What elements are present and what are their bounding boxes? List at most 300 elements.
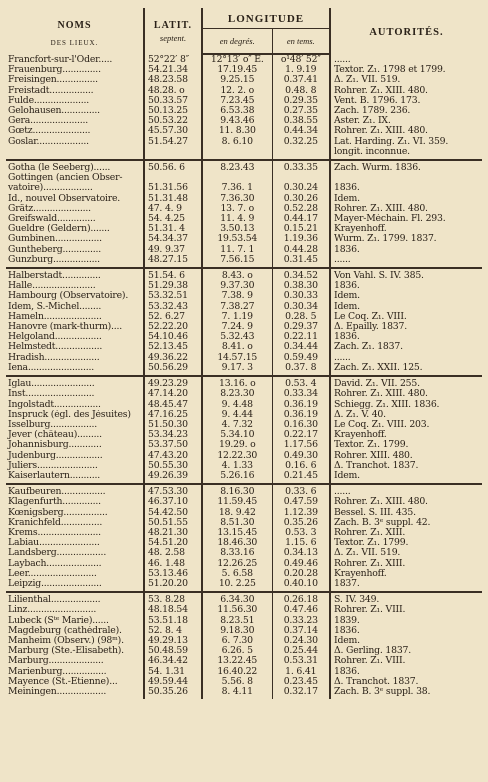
latitude: 51.54. 6	[144, 268, 202, 281]
authority: Rohrer. Z₁. XIII. 480.	[334, 389, 428, 400]
longitude-time: 0.33. 6	[272, 484, 330, 497]
table-row	[6, 106, 482, 116]
place-name: Gunzburg.................	[6, 255, 144, 268]
longitude-degrees: 8.23.51	[202, 616, 272, 626]
authority: Textor. Z₁. 1798 et 1799.	[334, 65, 446, 76]
latitude: 53.32.43	[144, 302, 202, 312]
longitude-time: 1. 9.19	[272, 65, 330, 75]
table-row	[6, 376, 482, 389]
longitude-degrees: 7.38.27	[202, 302, 272, 312]
longitude-degrees: 8.23.30	[202, 389, 272, 399]
authority: Textor. Z₁. 1799.	[334, 440, 409, 451]
longitude-time: 0.38.55	[272, 116, 330, 126]
longitude-time: 0.44.17	[272, 214, 330, 224]
authority: 1837.	[334, 578, 360, 589]
authority: Rohrer. XIII. 480.	[334, 450, 413, 461]
table-row	[6, 548, 482, 558]
table-row	[6, 322, 482, 332]
place-name: Grätz.....................	[6, 204, 144, 214]
latitude: 51.50.30	[144, 420, 202, 430]
latitude: 53.37.50	[144, 440, 202, 450]
longitude-time: 0.40.10	[272, 579, 330, 592]
longitude-time: 0.59.49	[272, 353, 330, 363]
authority: Le Coq. Z₁. VIII.	[334, 311, 407, 322]
authority: Zach. B. 3ᵉ suppl. 38.	[334, 686, 431, 697]
table-row	[6, 194, 482, 204]
latitude: 48. 2.58	[144, 548, 202, 558]
authority: Idem.	[334, 291, 360, 302]
place-name: Freisingen...............	[6, 75, 144, 85]
longitude-degrees: 12.22.30	[202, 451, 272, 461]
place-name	[6, 147, 144, 160]
longitude-degrees: 13.15.45	[202, 528, 272, 538]
latitude: 53.34.23	[144, 430, 202, 440]
longitude-degrees: 12.26.25	[202, 559, 272, 569]
longitude-degrees: 4. 7.32	[202, 420, 272, 430]
longitude-time: 0.34.13	[272, 548, 330, 558]
place-name: Hradish....................	[6, 353, 144, 363]
header-noms	[6, 8, 144, 54]
table-row	[6, 451, 482, 461]
place-name: Landsberg..................	[6, 548, 144, 558]
latitude: 48.18.54	[144, 605, 202, 615]
latitude: 50.51.55	[144, 518, 202, 528]
table-row	[6, 268, 482, 281]
longitude-time: 0.47.59	[272, 497, 330, 507]
latitude: 47.43.20	[144, 451, 202, 461]
longitude-time: 0.34.52	[272, 268, 330, 281]
longitude-degrees: 8.16.30	[202, 484, 272, 497]
longitude-degrees: 11. 8.30	[202, 126, 272, 136]
authority: ......	[334, 54, 351, 65]
header-des-lieux: DES LIEUX.	[50, 38, 99, 47]
longitude-degrees: 16.40.22	[202, 667, 272, 677]
authority: 1839.	[334, 615, 360, 626]
longitude-time: o¹48′ 52″	[272, 54, 330, 65]
authority: Rohrer. Z₁. XIII. 480.	[334, 497, 428, 508]
longitude-degrees: 9.17. 3	[202, 363, 272, 376]
table-row	[6, 342, 482, 352]
latitude: 53.51.18	[144, 616, 202, 626]
longitude-time: 0.33.23	[272, 616, 330, 626]
authority: Zach. Z₁. 1837.	[334, 342, 403, 353]
longitude-degrees: 6. 7.30	[202, 636, 272, 646]
authority: Zach. 1789. 236.	[334, 106, 411, 117]
longitude-degrees: 7.36.30	[202, 194, 272, 204]
table-row	[6, 508, 482, 518]
longitude-time: 0.31.45	[272, 255, 330, 268]
latitude: 54.42.50	[144, 508, 202, 518]
longitude-time: 0.29.37	[272, 322, 330, 332]
table-row	[6, 687, 482, 699]
longitude-degrees: 9.25.15	[202, 75, 272, 85]
table-row	[6, 234, 482, 244]
table-row	[6, 430, 482, 440]
place-name: Magdeburg (cathédrale).	[6, 626, 144, 636]
table-row	[6, 667, 482, 677]
latitude: 50.35.26	[144, 687, 202, 699]
longitude-time: 0.37.41	[272, 75, 330, 85]
latitude: 50.56.29	[144, 363, 202, 376]
table-row	[6, 245, 482, 255]
longitude-degrees: 9. 4.48	[202, 400, 272, 410]
place-name: Francfort-sur-l'Oder.....	[6, 54, 144, 65]
table-row	[6, 281, 482, 291]
place-name: Idem, S.-Michel........	[6, 302, 144, 312]
longitude-time: 0.36.19	[272, 400, 330, 410]
place-name: vatoire)..................	[6, 183, 144, 193]
latitude: 53.13.46	[144, 569, 202, 579]
header-en-tems: en tems.	[272, 29, 330, 55]
longitude-time: 0.30.26	[272, 194, 330, 204]
longitude-time: 0.53.31	[272, 656, 330, 666]
longitude-time: 0.37. 8	[272, 363, 330, 376]
longitude-time: 0.23.45	[272, 677, 330, 687]
longitude-degrees	[202, 147, 272, 160]
latitude: 52.22.20	[144, 322, 202, 332]
latitude: 48.27.15	[144, 255, 202, 268]
longitude-time: 0.44.34	[272, 126, 330, 136]
longitude-degrees: 7.38. 9	[202, 291, 272, 301]
place-name: Guntheberg..............	[6, 245, 144, 255]
authority: Lat. Harding. Z₁. VI. 359.	[334, 136, 449, 147]
table-row	[6, 518, 482, 528]
longitude-time: 0.34.44	[272, 342, 330, 352]
authority: Idem.	[334, 470, 360, 481]
table-row	[6, 126, 482, 136]
table-row	[6, 410, 482, 420]
longitude-degrees: 11. 7. 1	[202, 245, 272, 255]
authority: Zach. Wurm. 1836.	[330, 160, 482, 173]
latitude: 49.23.29	[144, 376, 202, 389]
longitude-time: 0.47.46	[272, 605, 330, 615]
authority: Rohrer. Z₁. XIII.	[334, 558, 406, 569]
table-row	[6, 389, 482, 399]
header-longitude	[202, 8, 330, 29]
header-septent: septent.	[159, 32, 187, 43]
authority: ......	[330, 484, 482, 497]
longitude-degrees: 5.26.16	[202, 471, 272, 484]
table-row	[6, 96, 482, 106]
table-row	[6, 255, 482, 268]
authority: Aster. Z₁. IX.	[334, 116, 391, 127]
table-row	[6, 677, 482, 687]
header-longitude-title: LONGITUDE	[227, 13, 305, 25]
longitude-time: 0.35.26	[272, 518, 330, 528]
header-noms-title: NOMS	[57, 19, 92, 31]
table-row	[6, 400, 482, 410]
place-name: Helgoland.................	[6, 332, 144, 342]
authority: Idem.	[334, 635, 360, 646]
place-name: Gumbinen.................	[6, 234, 144, 244]
authority: Bessel. S. III. 435.	[334, 507, 416, 518]
longitude-time: 0.30.24	[272, 183, 330, 193]
table-row	[6, 363, 482, 376]
header-en-degres: en degrés.	[202, 29, 272, 55]
authority: Idem.	[334, 193, 360, 204]
authority: 1836.	[334, 332, 360, 343]
longitude-degrees: 9.43.46	[202, 116, 272, 126]
place-name: Gotha (le Seeberg)......	[6, 160, 144, 173]
longitude-degrees: 10. 2.25	[202, 579, 272, 592]
place-name: Goslar...................	[6, 137, 144, 147]
longitude-time: 0.22.17	[272, 430, 330, 440]
table-row	[6, 312, 482, 322]
place-name: Juliers......................	[6, 461, 144, 471]
longitude-time: 0.21.45	[272, 471, 330, 484]
longitude-degrees: 4. 1.33	[202, 461, 272, 471]
latitude: 54. 4.25	[144, 214, 202, 224]
longitude-degrees: 7.24. 9	[202, 322, 272, 332]
latitude: 46.37.10	[144, 497, 202, 507]
longitude-time: 0.32.17	[272, 687, 330, 699]
place-name: Klagenfurth..............	[6, 497, 144, 507]
place-name: Kaiserlautern...........	[6, 471, 144, 484]
table-row	[6, 75, 482, 85]
longitude-time: 0.32.25	[272, 137, 330, 147]
longitude-time	[272, 147, 330, 160]
longitude-time: 0.48. 8	[272, 86, 330, 96]
longitude-degrees: 8.41. o	[202, 342, 272, 352]
latitude: 54.21.34	[144, 65, 202, 75]
table-header	[6, 8, 482, 54]
table-row	[6, 65, 482, 75]
table-row	[6, 656, 482, 666]
latitude: 50.48.59	[144, 646, 202, 656]
authority: Δ. Tranchot. 1837.	[334, 676, 419, 687]
latitude: 48.21.30	[144, 528, 202, 538]
authority: 1836.	[334, 244, 360, 255]
place-name: Frauenburg..............	[6, 65, 144, 75]
longitude-degrees: 5.56. 8	[202, 677, 272, 687]
authority: Von Vahl. S. IV. 385.	[330, 268, 482, 281]
table-row	[6, 302, 482, 312]
longitude-degrees: 12°13′ o″ E.	[202, 54, 272, 65]
longitude-time: 0.33.35	[272, 160, 330, 173]
table-row	[6, 484, 482, 497]
longitude-degrees: 8.51.30	[202, 518, 272, 528]
authority: Le Coq. Z₁. VIII. 203.	[334, 419, 430, 430]
latitude: 52. 8. 4	[144, 626, 202, 636]
latitude	[144, 147, 202, 160]
table-row	[6, 605, 482, 615]
table-row	[6, 116, 482, 126]
place-name: Meiningen..................	[6, 687, 144, 699]
longitude-degrees: 12. 2. o	[202, 86, 272, 96]
longitude-time: 0.27.35	[272, 106, 330, 116]
latitude: 54.10.46	[144, 332, 202, 342]
table-row	[6, 214, 482, 224]
longitude-time: 0.24.30	[272, 636, 330, 646]
longitude-degrees: 7. 1.19	[202, 312, 272, 322]
authority: Textor. Z₁. 1799.	[334, 538, 409, 549]
latitude: 51.20.20	[144, 579, 202, 592]
latitude: 50.56. 6	[144, 160, 202, 173]
table-row	[6, 54, 482, 65]
table-row	[6, 137, 482, 147]
longitude-time: 0.28. 5	[272, 312, 330, 322]
longitude-time: 0.49.46	[272, 559, 330, 569]
table-row	[6, 626, 482, 636]
latitude: 52°22′ 8″	[144, 54, 202, 65]
latitude: 54. 1.31	[144, 667, 202, 677]
longitude-degrees: 18.46.30	[202, 538, 272, 548]
place-name: Greifswald..............	[6, 214, 144, 224]
longitude-degrees: 9.37.30	[202, 281, 272, 291]
authority: Krayenhoff.	[334, 568, 387, 579]
authority: 1836.	[334, 183, 360, 194]
longitude-degrees: 8. 6.10	[202, 137, 272, 147]
authority: Rohrer. Z₁. XIII. 480.	[334, 126, 428, 137]
latitude: 46. 1.48	[144, 559, 202, 569]
latitude	[144, 173, 202, 183]
place-name: Leipzig......................	[6, 579, 144, 592]
latitude: 49.36.22	[144, 353, 202, 363]
header-autorites	[330, 8, 482, 54]
latitude: 51.54.27	[144, 137, 202, 147]
longitude-time: 0.37.14	[272, 626, 330, 636]
longitude-degrees: 11.59.45	[202, 497, 272, 507]
authority: Krayenhoff.	[334, 430, 387, 441]
longitude-degrees: 6.34.30	[202, 592, 272, 605]
authority: Idem.	[334, 301, 360, 312]
authority: Krayenhoff.	[334, 224, 387, 235]
place-name: Lubeck (Sᵗᵉ Marie)......	[6, 616, 144, 626]
latitude: 54.51.20	[144, 538, 202, 548]
longitude-time: 0.52.28	[272, 204, 330, 214]
authority: ......	[334, 254, 351, 265]
table-row	[6, 636, 482, 646]
authority: Rohrer. Z₁. VIII.	[334, 605, 406, 616]
table-row	[6, 353, 482, 363]
authority: ......	[334, 352, 351, 363]
place-name: Lilienthal..................	[6, 592, 144, 605]
authority: longit. inconnue.	[334, 146, 410, 157]
place-name: Marburg (Ste.-Elisabeth).	[6, 646, 144, 656]
header-autorites-title: AUTORITÉS.	[369, 27, 444, 38]
longitude-time: 1.15. 6	[272, 538, 330, 548]
place-name: Manheim (Observ.) (98ᵐ).	[6, 636, 144, 646]
table-row	[6, 160, 482, 173]
longitude-time: 0.53. 4	[272, 376, 330, 389]
longitude-time: 0.44.28	[272, 245, 330, 255]
latitude: 50.55.30	[144, 461, 202, 471]
longitude-degrees: 13. 7. o	[202, 204, 272, 214]
latitude: 49. 9.37	[144, 245, 202, 255]
latitude: 47. 4. 9	[144, 204, 202, 214]
authority: Δ. Tranchot. 1837.	[334, 460, 419, 471]
authority	[330, 173, 482, 183]
place-name: Kaufbeuren................	[6, 484, 144, 497]
place-name: Gueldre (Geldern).......	[6, 224, 144, 234]
place-name: Id., nouvel Observatoire.	[6, 194, 144, 204]
table-row	[6, 559, 482, 569]
longitude-time: 0.16.30	[272, 420, 330, 430]
longitude-degrees: 8.33.16	[202, 548, 272, 558]
latitude: 49.59.44	[144, 677, 202, 687]
longitude-time: 0.25.44	[272, 646, 330, 656]
table-row	[6, 86, 482, 96]
authority: Rohrer. Z₁. VIII.	[334, 656, 406, 667]
longitude-time: 0.29.35	[272, 96, 330, 106]
longitude-time: 0.36.19	[272, 410, 330, 420]
longitude-degrees: 7.36. 1	[202, 183, 272, 193]
latitude: 45.57.30	[144, 126, 202, 136]
longitude-time: 0.30.33	[272, 291, 330, 301]
header-latit-title: LATIT.	[153, 19, 193, 31]
table-row	[6, 616, 482, 626]
place-name: Gœtz.....................	[6, 126, 144, 136]
latitude: 49.29.13	[144, 636, 202, 646]
longitude-time: 1.12.39	[272, 508, 330, 518]
place-name: Freistadt................	[6, 86, 144, 96]
latitude: 51.31.48	[144, 194, 202, 204]
latitude: 49.26.39	[144, 471, 202, 484]
longitude-degrees: 9. 4.44	[202, 410, 272, 420]
longitude-time: 1.19.36	[272, 234, 330, 244]
authority: Vent. B. 1796. 173.	[334, 95, 421, 106]
latitude: 50.33.57	[144, 96, 202, 106]
table-row	[6, 592, 482, 605]
place-name: Judenburg.................	[6, 451, 144, 461]
longitude-time: 0.26.18	[272, 592, 330, 605]
coordinates-table	[6, 8, 482, 699]
table-row	[6, 173, 482, 183]
latitude: 50.53.22	[144, 116, 202, 126]
authority: Rohrer. Z₁. XIII. 480.	[334, 203, 428, 214]
place-name: Inspruck (égl. des Jésuites)	[6, 410, 144, 420]
place-name: Isselburg.................	[6, 420, 144, 430]
latitude: 47.14.20	[144, 389, 202, 399]
table-row	[6, 420, 482, 430]
place-name: Marburg....................	[6, 656, 144, 666]
longitude-degrees: 19.29. o	[202, 440, 272, 450]
authority: Rohrer. Z₁. XIII. 480.	[334, 85, 428, 96]
latitude: 54.34.37	[144, 234, 202, 244]
place-name: Hambourg (Observatoire).	[6, 291, 144, 301]
table-row	[6, 224, 482, 234]
authority: Δ. Gerling. 1837.	[334, 646, 412, 657]
longitude-degrees: 17.19.45	[202, 65, 272, 75]
latitude: 48.23.58	[144, 75, 202, 85]
place-name: Iglau.......................	[6, 376, 144, 389]
place-name: Gottingen (ancien Obser-	[6, 173, 144, 183]
authority: Δ. Z₁. VII. 519.	[334, 75, 401, 86]
authority: Δ. Z₁. VII. 519.	[334, 548, 401, 559]
longitude-degrees	[202, 173, 272, 183]
place-name: Kranichfeld...............	[6, 518, 144, 528]
longitude-time: 0.33.34	[272, 389, 330, 399]
latitude: 51.31.56	[144, 183, 202, 193]
latitude: 47.16.25	[144, 410, 202, 420]
authority: Wurm. Z₁. 1799. 1837.	[334, 234, 437, 245]
table-row	[6, 291, 482, 301]
table-row	[6, 147, 482, 160]
place-name: Gera.....................	[6, 116, 144, 126]
longitude-degrees: 11. 4. 9	[202, 214, 272, 224]
table-row	[6, 646, 482, 656]
table-row	[6, 332, 482, 342]
place-name: Labiau......................	[6, 538, 144, 548]
authority: Rohrer. Z₁. XIII.	[334, 527, 406, 538]
longitude-degrees: 5.32.43	[202, 332, 272, 342]
table-row	[6, 579, 482, 592]
longitude-degrees: 9.18.30	[202, 626, 272, 636]
place-name: Jever (château).........	[6, 430, 144, 440]
longitude-time: 1. 6.41	[272, 667, 330, 677]
longitude-degrees: 7.23.45	[202, 96, 272, 106]
longitude-degrees: 13.22.45	[202, 656, 272, 666]
